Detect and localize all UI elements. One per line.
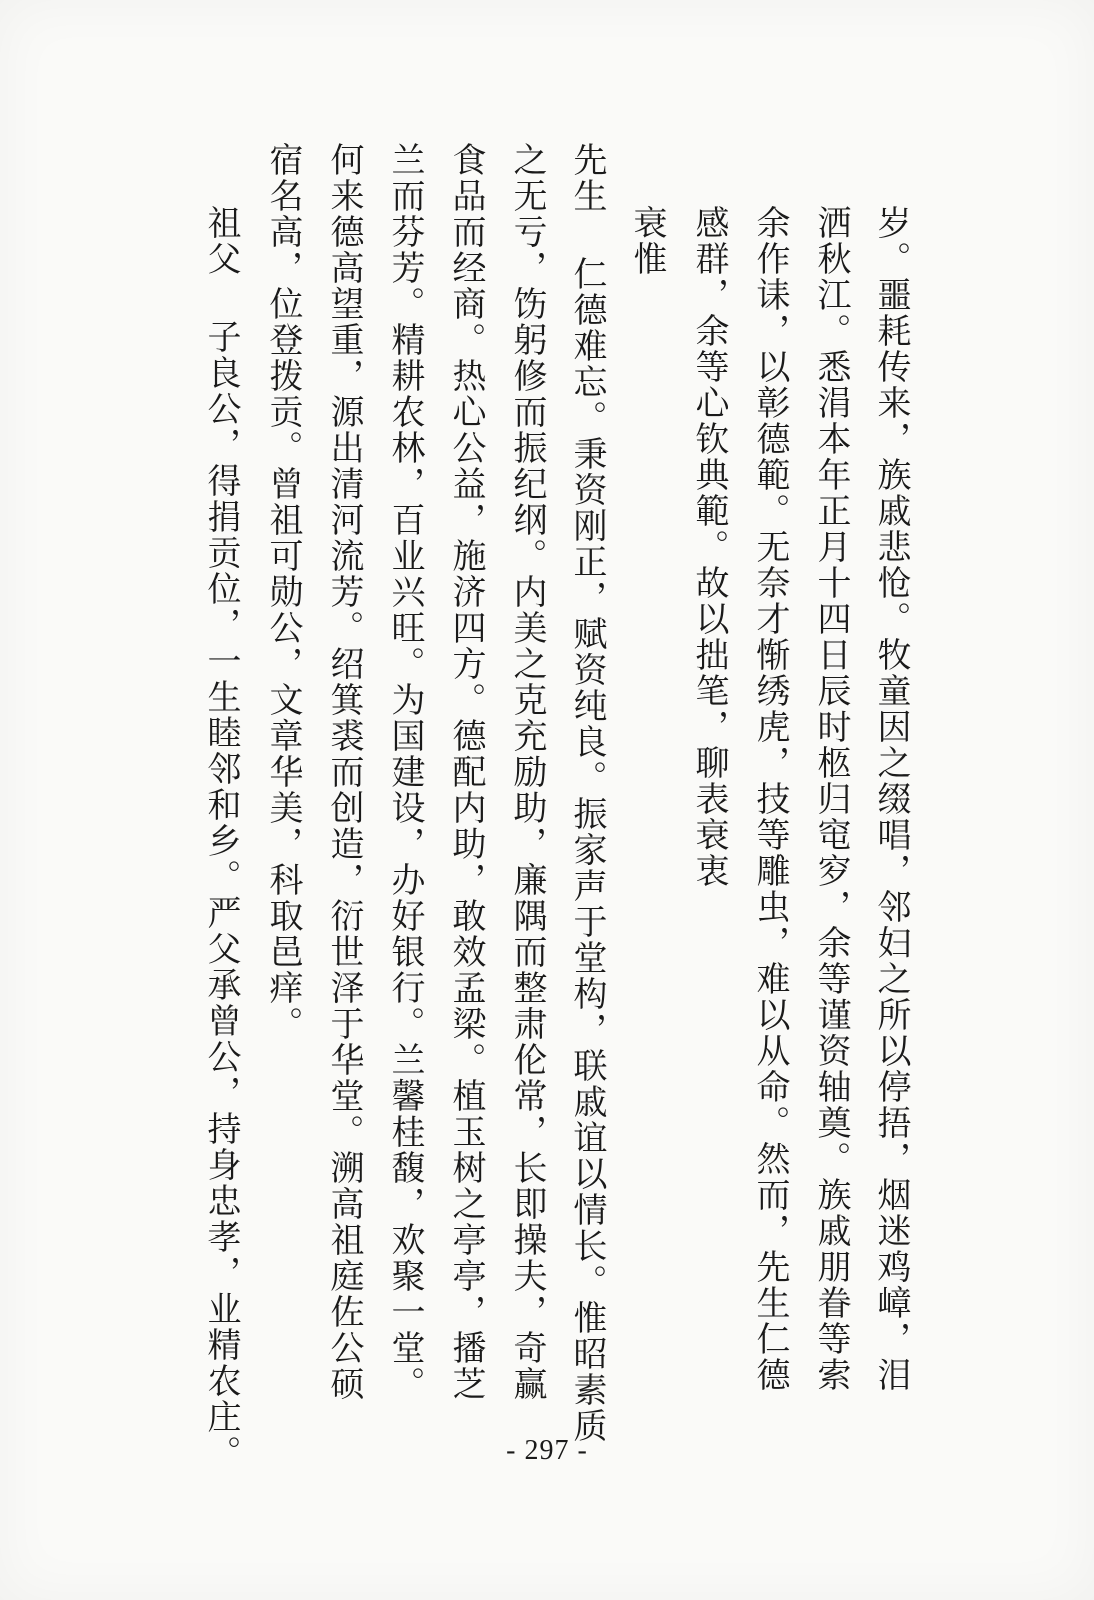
text-column-11: 宿名高，位登拨贡。曾祖可勋公，文章华美，科取邑痒。 — [263, 142, 303, 1042]
text-column-8: 食品而经商。热心公益，施济四方。德配内助，敢效孟梁。植玉树之亭亭，播芝 — [446, 142, 486, 1402]
text-column-10: 何来德高望重，源出清河流芳。绍箕裘而创造，衍世泽于华堂。溯高祖庭佐公硕 — [324, 142, 364, 1402]
text-column-12: 祖父 子良公，得捐贡位，一生睦邻和乡。严父承曾公，持身忠孝，业精农庄。 — [201, 205, 241, 1471]
text-column-4: 感群，余等心钦典範。故以拙笔，聊表衰衷 — [689, 205, 729, 889]
text-column-1: 岁。噩耗传来，族戚悲怆。牧童因之缀唱，邻妇之所以停捂，烟迷鸡嶂，泪 — [871, 205, 911, 1393]
text-column-7: 之无亏，饬躬修而振纪纲。内美之克充励助，廉隅而整肃伦常，长即操夫，奇赢 — [507, 142, 547, 1402]
page-number: - 297 - — [506, 1435, 588, 1466]
text-column-3: 余作诔，以彰德範。无奈才惭绣虎，技等雕虫，难以从命。然而，先生仁德 — [750, 205, 790, 1393]
text-column-2: 洒秋江。悉涓本年正月十四日辰时柩归窀穸，余等谨资轴奠。族戚朋眷等索 — [811, 205, 851, 1393]
text-column-6: 先生 仁德难忘。秉资刚正，赋资纯良。振家声于堂构，联戚谊以情长。惟昭素质 — [567, 142, 607, 1444]
text-column-5: 衰惟 — [627, 205, 667, 277]
text-column-9: 兰而芬芳。精耕农林，百业兴旺。为国建设，办好银行。兰馨桂馥，欢聚一堂。 — [385, 142, 425, 1402]
